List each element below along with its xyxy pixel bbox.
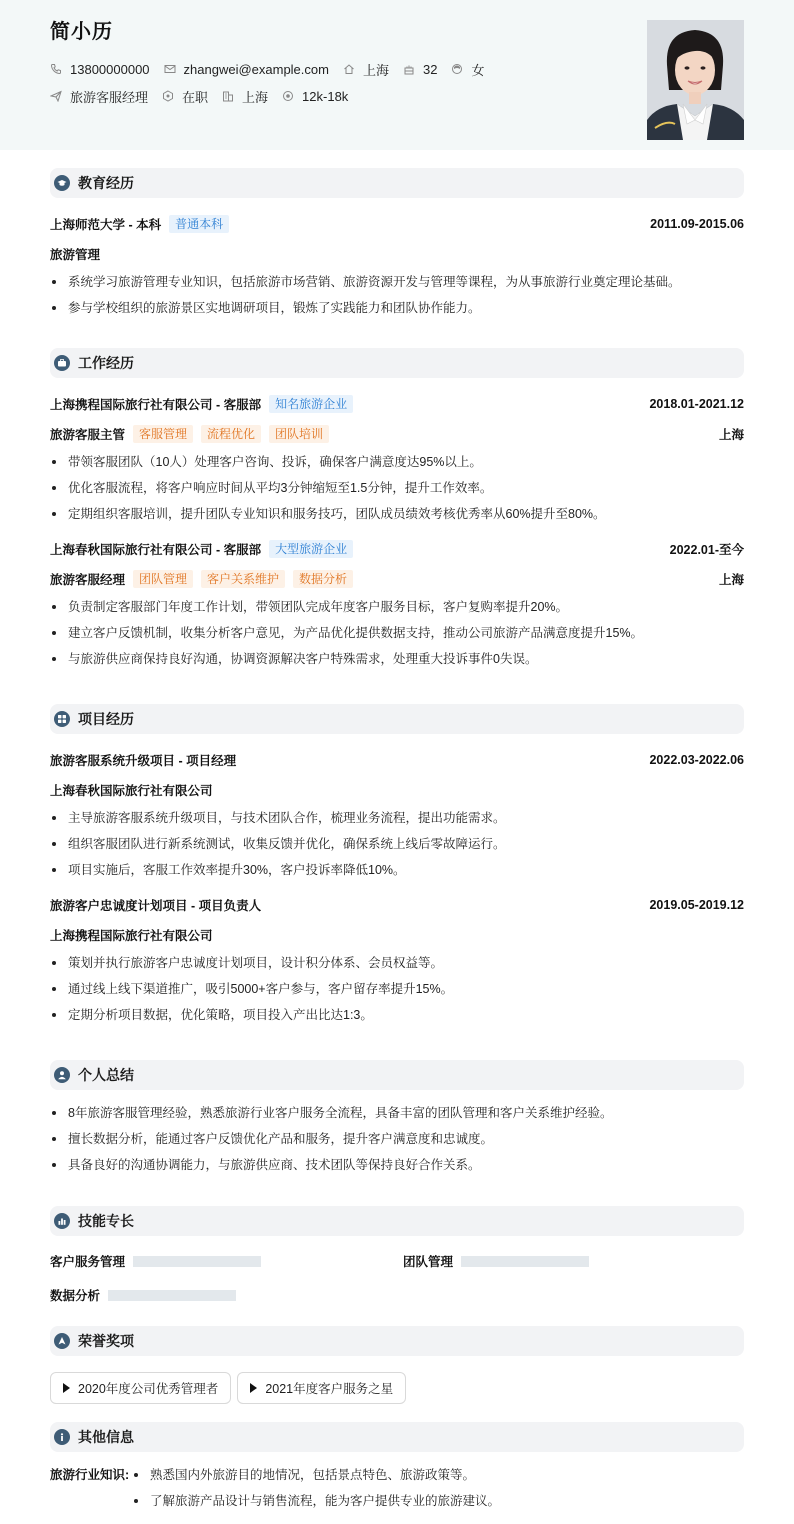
list-item: 项目实施后，客服工作效率提升30%，客户投诉率降低10%。: [50, 857, 744, 883]
honors-title: 荣誉奖项: [78, 1333, 134, 1349]
list-item: 通过线上线下渠道推广，吸引5000+客户参与，客户留存率提升15%。: [50, 976, 744, 1002]
list-item: 组织客服团队进行新系统测试，收集反馈并优化，确保系统上线后零故障运行。: [50, 831, 744, 857]
school-tag: 普通本科: [169, 215, 229, 233]
grid-icon: [54, 711, 70, 727]
summary-section: [50, 1060, 744, 1178]
phone-icon: [50, 63, 62, 75]
list-item: 参与学校组织的旅游景区实地调研项目，锻炼了实践能力和团队协作能力。: [50, 295, 744, 321]
building-icon: [222, 90, 234, 102]
info-icon: [54, 1429, 70, 1445]
job-status-text: 在职: [182, 89, 209, 105]
contact-phone: [50, 62, 150, 77]
user-icon: [54, 1067, 70, 1083]
skills-section: [50, 1206, 744, 1321]
skill-tag: 客服管理: [133, 425, 193, 443]
job-city-text: 上海: [242, 89, 269, 105]
home-text: 上海: [362, 62, 389, 78]
skill-tag: 团队培训: [269, 425, 329, 443]
job-title: [50, 87, 148, 106]
work-entry: [50, 539, 744, 672]
work-location: 上海: [718, 573, 744, 587]
list-item: 擅长数据分析，能通过客户反馈优化产品和服务，提升客户满意度和忠诚度。: [50, 1126, 744, 1152]
list-item: 建立客户反馈机制，收集分析客户意见，为产品优化提供数据支持，推动公司旅游产品满意度提升15%。: [50, 620, 744, 646]
other-section: [50, 1422, 744, 1514]
skill-item: [50, 1251, 261, 1271]
skill-level-bar: [461, 1256, 589, 1267]
company-name: 上海携程国际旅行社有限公司 - 客服部: [50, 398, 262, 412]
salary-icon: [282, 90, 294, 102]
education-title: 教育经历: [78, 175, 134, 191]
list-item: 系统学习旅游管理专业知识，包括旅游市场营销、旅游资源开发与管理等课程，为从事旅游行业奠定理论基础。: [50, 269, 744, 295]
list-item: 带领客服团队（10人）处理客户咨询、投诉，确保客户满意度达95%以上。: [50, 449, 744, 475]
work-section: [50, 348, 744, 672]
honors-list: [50, 1372, 744, 1404]
work-entry: [50, 394, 744, 527]
work-date: 2022.01-至今: [669, 543, 744, 557]
list-item: 具备良好的沟通协调能力，与旅游供应商、技术团队等保持良好合作关系。: [50, 1152, 744, 1178]
school-name: 上海师范大学 - 本科: [50, 218, 162, 232]
skill-label: 客户服务管理: [50, 1255, 126, 1269]
list-item: 策划并执行旅游客户忠诚度计划项目，设计积分体系、会员权益等。: [50, 950, 744, 976]
list-item: 主导旅游客服系统升级项目，与技术团队合作，梳理业务流程，提出功能需求。: [50, 805, 744, 831]
gender-icon: [451, 63, 463, 75]
job-city: [222, 87, 268, 106]
home-icon: [343, 63, 355, 75]
other-header: [50, 1422, 744, 1452]
job-salary: [282, 89, 348, 104]
company-tag: 知名旅游企业: [269, 395, 353, 413]
job-salary-text: 12k-18k: [302, 88, 349, 104]
resume-header: [0, 0, 794, 150]
work-location: 上海: [718, 428, 744, 442]
projects-title: 项目经历: [78, 711, 134, 727]
age-text: 32: [422, 61, 438, 77]
skill-level-bar: [108, 1290, 236, 1301]
education-entry-head: [50, 214, 744, 234]
project-bullets: [50, 950, 744, 1028]
contact-email: [164, 62, 329, 77]
list-item: 熟悉国内外旅游目的地情况，包括景点特色、旅游政策等。: [132, 1462, 500, 1488]
skill-level-bar: [133, 1256, 261, 1267]
role-name: 旅游客服经理: [50, 573, 126, 587]
list-item: 定期分析项目数据，优化策略，项目投入产出比达1:3。: [50, 1002, 744, 1028]
project-entry: [50, 750, 744, 883]
phone-text: 13800000000: [70, 61, 150, 77]
job-title-text: 旅游客服经理: [70, 89, 149, 105]
honors-header: [50, 1326, 744, 1356]
skill-item: [403, 1251, 589, 1271]
company-name: 上海春秋国际旅行社有限公司 - 客服部: [50, 543, 262, 557]
skill-tag: 团队管理: [133, 570, 193, 588]
project-date: 2019.05-2019.12: [649, 898, 744, 912]
contact-row: [50, 60, 744, 78]
work-bullets: [50, 449, 744, 527]
project-bullets: [50, 805, 744, 883]
award-item[interactable]: [237, 1372, 406, 1404]
status-icon: [162, 90, 174, 102]
list-item: 了解旅游产品设计与销售流程，能为客户提供专业的旅游建议。: [132, 1488, 500, 1514]
skill-tag: 流程优化: [201, 425, 261, 443]
major-name: 旅游管理: [50, 248, 101, 262]
other-label: 旅游行业知识:: [50, 1468, 130, 1482]
other-title: 其他信息: [78, 1429, 134, 1445]
play-icon: [63, 1383, 70, 1393]
list-item: 优化客服流程，将客户响应时间从平均3分钟缩短至1.5分钟，提升工作效率。: [50, 475, 744, 501]
skill-tag: 数据分析: [293, 570, 353, 588]
briefcase-icon: [54, 355, 70, 371]
project-name: 旅游客服系统升级项目 - 项目经理: [50, 754, 237, 768]
summary-header: [50, 1060, 744, 1090]
skill-tag: 客户关系维护: [201, 570, 285, 588]
email-icon: [164, 63, 176, 75]
major-row: [50, 244, 744, 264]
company-tag: 大型旅游企业: [269, 540, 353, 558]
award-label: 2021年度客户服务之星: [265, 1382, 394, 1396]
work-bullets: [50, 594, 744, 672]
skill-label: 团队管理: [403, 1255, 454, 1269]
project-date: 2022.03-2022.06: [649, 753, 744, 767]
other-bullets: [132, 1462, 500, 1514]
award-label: 2020年度公司优秀管理者: [78, 1382, 219, 1396]
project-entry: [50, 895, 744, 1028]
work-date: 2018.01-2021.12: [649, 397, 744, 411]
play-icon: [250, 1383, 257, 1393]
email-text: zhangwei@example.com: [183, 61, 329, 77]
avatar: [647, 20, 744, 140]
medal-icon: [54, 1333, 70, 1349]
job-row: [50, 87, 744, 105]
list-item: 定期组织客服培训，提升团队专业知识和服务技巧，团队成员绩效考核优秀率从60%提升至80%。: [50, 501, 744, 527]
project-company: 上海春秋国际旅行社有限公司: [50, 784, 213, 798]
work-title: 工作经历: [78, 355, 134, 371]
send-icon: [50, 90, 62, 102]
skills-list: [50, 1251, 744, 1321]
projects-section: [50, 704, 744, 1028]
role-name: 旅游客服主管: [50, 428, 126, 442]
award-item[interactable]: [50, 1372, 231, 1404]
education-bullets: [50, 269, 744, 321]
skills-title: 技能专长: [78, 1213, 134, 1229]
work-header: [50, 348, 744, 378]
job-status: [162, 87, 208, 106]
summary-title: 个人总结: [78, 1067, 134, 1083]
education-section: [50, 168, 744, 321]
skill-item: [50, 1285, 236, 1305]
contact-gender: [451, 60, 484, 79]
summary-bullets: [50, 1100, 744, 1178]
profile-photo: [647, 20, 744, 140]
graduation-cap-icon: [54, 175, 70, 191]
projects-header: [50, 704, 744, 734]
age-icon: [403, 63, 415, 75]
education-header: [50, 168, 744, 198]
education-date: 2011.09-2015.06: [650, 217, 744, 231]
bar-chart-icon: [54, 1213, 70, 1229]
other-content: [50, 1462, 744, 1514]
list-item: 负责制定客服部门年度工作计划，带领团队完成年度客户服务目标，客户复购率提升20%。: [50, 594, 744, 620]
honors-section: [50, 1326, 744, 1404]
project-name: 旅游客户忠诚度计划项目 - 项目负责人: [50, 899, 262, 913]
contact-age: [403, 62, 437, 77]
contact-home: [343, 60, 389, 79]
project-company: 上海携程国际旅行社有限公司: [50, 929, 213, 943]
gender-text: 女: [471, 62, 485, 78]
skills-header: [50, 1206, 744, 1236]
list-item: 8年旅游客服管理经验，熟悉旅游行业客户服务全流程，具备丰富的团队管理和客户关系维护经验。: [50, 1100, 744, 1126]
skill-label: 数据分析: [50, 1289, 101, 1303]
candidate-name: 简小历: [50, 21, 113, 43]
list-item: 与旅游供应商保持良好沟通，协调资源解决客户特殊需求，处理重大投诉事件0失误。: [50, 646, 744, 672]
